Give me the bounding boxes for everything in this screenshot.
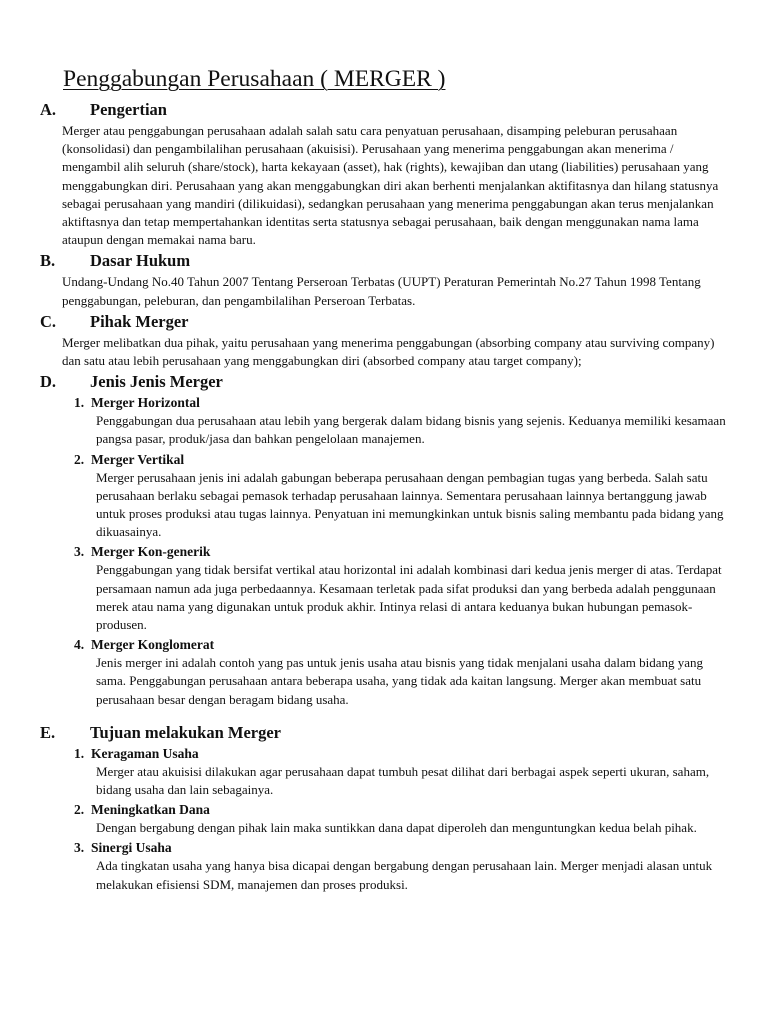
section-pihak-merger: [40, 312, 730, 370]
section-jenis-merger: [40, 372, 730, 709]
item-body: Dengan bergabung dengan pihak lain maka suntikkan dana dapat diperoleh dan menguntungkan kedua belah pihak.: [96, 820, 697, 836]
item-body: Jenis merger ini adalah contoh yang pas untuk jenis usaha atau bisnis yang tidak menjalani usaha dalam bidang yang sama. Penggabungan perusahaan antara beberapa usaha, yang tidak ada kaitan langsung. Merger akan membuat satu perusahaan besar dengan beragam bidang usaha.: [96, 655, 703, 707]
item-number: 2.: [74, 451, 85, 467]
list-item: [40, 801, 730, 837]
sub-list: [40, 394, 730, 709]
item-body: Merger perusahaan jenis ini adalah gabungan beberapa perusahaan dengan pembagian tugas yang berbeda. Salah satu perusahaan berlaku sebagai pemasok terhadap perusahaan lainnya. Sementara perusahaan lainnya bertanggung jawab untuk proses produksi atau tugas lainnya. Penyatuan ini memungkinkan untuk bisnis saling membantu pada bidang yang dikuasainya.: [96, 469, 724, 540]
item-number: 3.: [74, 544, 85, 560]
item-number: 3.: [74, 840, 85, 856]
section-letter: B.: [40, 251, 56, 271]
section-letter: A.: [40, 100, 57, 119]
page-title: Penggabungan Perusahaan ( MERGER ): [63, 66, 446, 92]
section-title: Dasar Hukum: [90, 251, 191, 271]
item-number: 1.: [74, 745, 85, 761]
sub-heading: [74, 451, 730, 469]
section-title: Pihak Merger: [90, 311, 189, 331]
section-letter: C.: [40, 311, 57, 331]
item-body: Penggabungan yang tidak bersifat vertikal atau horizontal ini adalah kombinasi dari kedua jenis merger di atas. Terdapat persamaan namun ada juga perbedaannya. Kesamaan terletak pada sifat produksi dan yang berbeda adalah penggunaan merek atau nama yang digunakan untuk produk akhir. Intinya relasi di antara keduanya bukan hubungan pemasok-produsen.: [96, 562, 722, 633]
item-title: Merger Kon-generik: [91, 544, 211, 560]
list-item: [40, 543, 730, 634]
list-item: [40, 394, 730, 448]
item-number: 4.: [74, 637, 85, 653]
section-tujuan-merger: [40, 723, 730, 894]
item-body: Ada tingkatan usaha yang hanya bisa dicapai dengan bergabung dengan perusahaan lain. Merger menjadi alasan untuk melakukan efisiensi SDM, manajemen dan proses produksi.: [96, 858, 713, 892]
sub-heading: [74, 636, 730, 654]
section-heading: [40, 723, 730, 743]
sub-heading: [74, 543, 730, 561]
item-number: 1.: [74, 395, 85, 411]
section-body: Merger atau penggabungan perusahaan adalah salah satu cara penyatuan perusahaan, disamping peleburan perusahaan (konsolidasi) dan pengambilalihan perusahaan (akuisisi). Perusahaan yang menerima penggabungan akan menerima / mengambil alih seluruh (share/stock), harta kekayaan (asset), hak (rights), kewajiban dan utang (liabilities) perusahaan yang menggabungkan diri. Perusahaan yang akan menggabungkan diri akan berhenti menjalankan aktifitasnya dan hilang statusnya sebagai perusahaan yang mandiri (dilikuidasi), sedangkan perusahaan yang menerima penggabungan akan terus menjalankan aktiftasnya dan tetap mempertahankan identitas serta statusnya sebagai perusahaan, baik dengan menggunakan nama lama ataupun dengan memakai nama baru.: [62, 123, 719, 248]
section-heading: [40, 372, 730, 392]
item-number: 2.: [74, 802, 85, 818]
sub-list: [40, 745, 730, 894]
item-title: Merger Horizontal: [91, 395, 200, 411]
list-item: [40, 745, 730, 799]
section-letter: D.: [40, 372, 57, 392]
item-body: Penggabungan dua perusahaan atau lebih yang bergerak dalam bidang bisnis yang sejenis. Keduanya memiliki kesamaan pangsa pasar, produk/jasa dan bahkan pengelolaan manajemen.: [96, 413, 726, 447]
item-title: Merger Konglomerat: [91, 637, 215, 653]
document-page: [40, 64, 730, 896]
section-dasar-hukum: [40, 251, 730, 309]
section-title: Tujuan melakukan Merger: [90, 722, 281, 742]
section-title: Jenis Jenis Merger: [90, 372, 223, 392]
item-body: Merger atau akuisisi dilakukan agar perusahaan dapat tumbuh pesat dilihat dari berbagai aspek seperti ukuran, saham, bidang usaha dan lain sebagainya.: [96, 763, 710, 798]
section-pengertian: [40, 100, 730, 249]
item-title: Sinergi Usaha: [91, 840, 172, 856]
list-item: [40, 451, 730, 542]
section-heading: [40, 312, 730, 332]
section-title: Pengertian: [90, 100, 167, 119]
section-heading: [40, 100, 730, 120]
item-title: Meningkatkan Dana: [91, 802, 210, 818]
section-spacer: [40, 711, 730, 721]
sub-heading: [74, 745, 730, 763]
sub-heading: [74, 839, 730, 857]
section-body: Merger melibatkan dua pihak, yaitu perusahaan yang menerima penggabungan (absorbing company atau surviving company) dan satu atau lebih perusahaan yang menggabungkan diri (absorbed company atau target company);: [62, 334, 715, 369]
item-title: Merger Vertikal: [91, 451, 185, 467]
section-body: Undang-Undang No.40 Tahun 2007 Tentang Perseroan Terbatas (UUPT) Peraturan Pemerintah No.27 Tahun 1998 Tentang penggabungan, peleburan, dan pengambilalihan Perseroan Terbatas.: [62, 274, 701, 308]
item-title: Keragaman Usaha: [91, 745, 199, 761]
sub-heading: [74, 394, 730, 412]
list-item: [40, 839, 730, 893]
sub-heading: [74, 801, 730, 819]
section-heading: [40, 251, 730, 271]
section-letter: E.: [40, 722, 56, 742]
list-item: [40, 636, 730, 709]
